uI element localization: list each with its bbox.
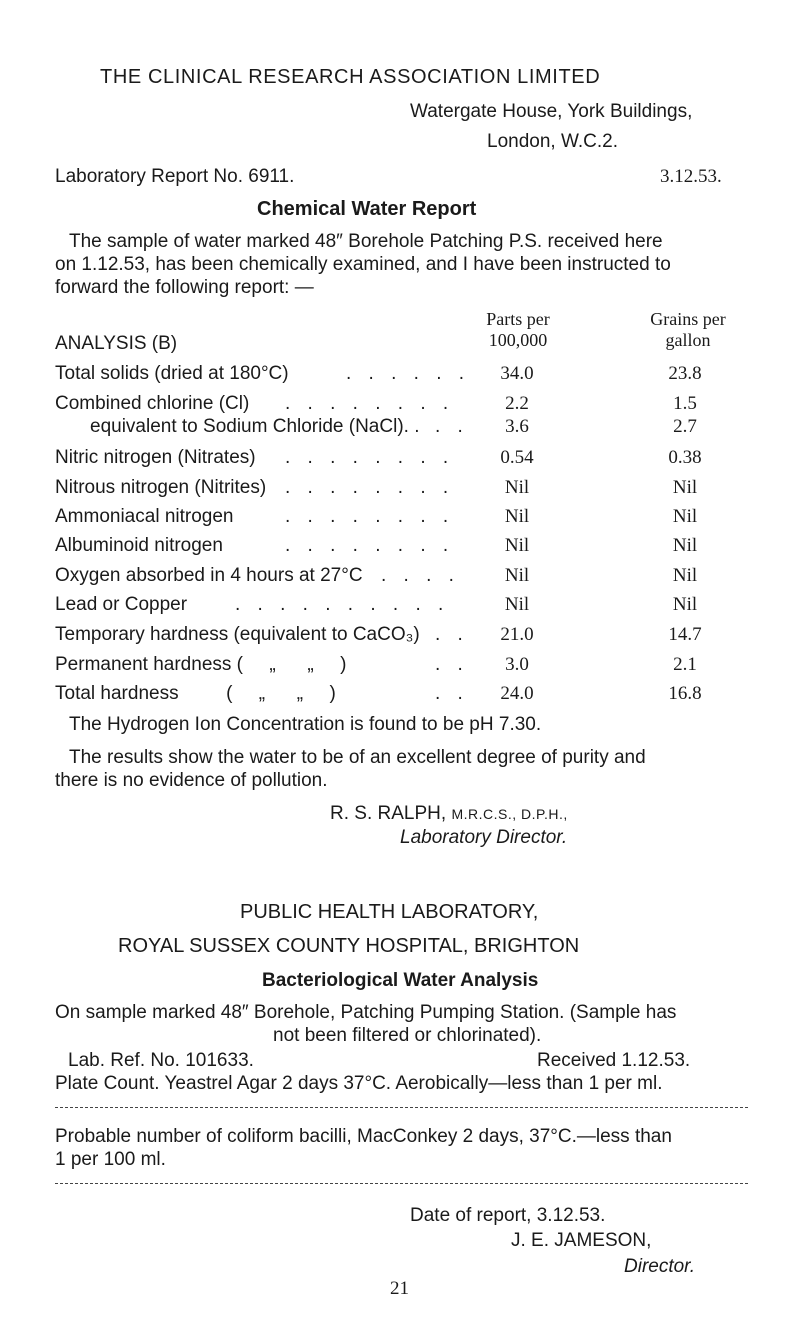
analysis-label: ANALYSIS (B)	[55, 333, 178, 354]
row-grains-value: 14.7	[668, 624, 702, 645]
row-grains-value: 2.7	[673, 416, 697, 437]
row-leader: . . . . . . . .	[285, 447, 455, 468]
row-leader: . .	[435, 683, 469, 704]
public-health-laboratory: PUBLIC HEALTH LABORATORY,	[240, 901, 539, 923]
row-label: Total solids (dried at 180°C)	[55, 363, 289, 384]
page-number: 21	[390, 1278, 409, 1299]
results-line-2: there is no evidence of pollution.	[55, 770, 328, 791]
organisation-name: THE CLINICAL RESEARCH ASSOCIATION LIMITED	[100, 66, 601, 88]
row-label: Nitrous nitrogen (Nitrites)	[55, 477, 267, 498]
row-leader: . . . . . . . .	[285, 477, 455, 498]
row-label: Oxygen absorbed in 4 hours at 27°C	[55, 565, 363, 586]
row-label: equivalent to Sodium Chloride (NaCl). .	[90, 416, 420, 437]
row-label: Combined chlorine (Cl)	[55, 393, 250, 414]
signatory-title: Laboratory Director.	[400, 827, 568, 848]
table-row	[55, 535, 755, 560]
row-grains-value: 16.8	[668, 683, 702, 704]
signatory-name: R. S. RALPH,	[330, 803, 447, 824]
row-grains-value: 0.38	[668, 447, 702, 468]
row-parts-value: 2.2	[505, 393, 529, 414]
report-date-line: Date of report, 3.12.53.	[410, 1205, 606, 1226]
table-row	[55, 363, 755, 388]
table-row	[55, 683, 755, 708]
col-header-parts-l1: Parts per	[486, 309, 550, 329]
row-parts-value: Nil	[504, 594, 530, 615]
col-header-grains-l1: Grains per	[650, 309, 726, 329]
row-parts-value: 3.6	[505, 416, 529, 437]
col-header-parts-l2: 100,000	[488, 330, 548, 350]
chemical-signatory	[330, 803, 568, 825]
row-leader: . . . . . .	[346, 363, 471, 384]
row-parts-value: 21.0	[500, 624, 534, 645]
table-row	[55, 654, 755, 679]
row-leader: . .	[435, 654, 469, 675]
row-parts-value: 34.0	[500, 363, 534, 384]
row-parts-value: 0.54	[500, 447, 534, 468]
intro-line-3: forward the following report: —	[55, 277, 314, 298]
received-date: Received 1.12.53.	[537, 1050, 691, 1071]
row-label: Ammoniacal nitrogen	[55, 506, 234, 527]
row-leader: . .	[435, 416, 469, 437]
row-grains-value: Nil	[672, 565, 698, 586]
sample-line-2: not been filtered or chlorinated).	[273, 1025, 542, 1046]
coliform-line-2: 1 per 100 ml.	[55, 1149, 166, 1170]
row-grains-value: 23.8	[668, 363, 702, 384]
divider	[55, 1183, 748, 1184]
table-row	[55, 565, 755, 590]
row-leader: . .	[435, 624, 469, 645]
row-grains-value: 1.5	[673, 393, 697, 414]
intro-line-2: on 1.12.53, has been chemically examined, and I have been instructed to	[55, 254, 671, 275]
row-parts-value: Nil	[504, 535, 530, 556]
row-label: Albuminoid nitrogen	[55, 535, 223, 556]
row-grains-value: Nil	[672, 506, 698, 527]
table-row	[55, 594, 755, 619]
row-grains-value: 2.1	[673, 654, 697, 675]
row-parts-value: 3.0	[505, 654, 529, 675]
table-row	[55, 506, 755, 531]
table-row	[55, 447, 755, 472]
col-header-grains	[628, 309, 748, 351]
results-line-1: The results show the water to be of an excellent degree of purity and	[69, 747, 646, 768]
intro-line-1: The sample of water marked 48″ Borehole Patching P.S. received here	[69, 231, 663, 252]
row-parts-value: Nil	[504, 477, 530, 498]
sample-line-1: On sample marked 48″ Borehole, Patching Pumping Station. (Sample has	[55, 1002, 677, 1023]
row-label: Permanent hardness ( „ „ )	[55, 654, 347, 675]
director-title: Director.	[624, 1256, 696, 1277]
address-line-1: Watergate House, York Buildings,	[410, 101, 693, 122]
ph-statement: The Hydrogen Ion Concentration is found to be pH 7.30.	[69, 714, 542, 735]
row-leader: . . . . . . . .	[285, 506, 455, 527]
row-grains-value: Nil	[672, 535, 698, 556]
row-leader: . . . . . . . . . .	[235, 594, 450, 615]
director-name: J. E. JAMESON,	[511, 1230, 652, 1251]
hospital-name: ROYAL SUSSEX COUNTY HOSPITAL, BRIGHTON	[118, 935, 580, 957]
row-label: Total hardness ( „ „ )	[55, 683, 336, 704]
report-number: Laboratory Report No. 6911.	[55, 166, 295, 187]
report-date: 3.12.53.	[660, 166, 722, 187]
col-header-parts	[463, 309, 573, 351]
row-leader: . . . .	[381, 565, 460, 586]
row-leader: . . . . . . . .	[285, 535, 455, 556]
row-label: Temporary hardness (equivalent to CaCO₃)	[55, 624, 420, 645]
row-parts-value: Nil	[504, 506, 530, 527]
chemical-report-title: Chemical Water Report	[257, 198, 477, 220]
table-row	[55, 416, 755, 441]
row-grains-value: Nil	[672, 594, 698, 615]
signatory-qualifications: M.R.C.S., D.P.H.,	[451, 806, 568, 822]
row-grains-value: Nil	[672, 477, 698, 498]
row-parts-value: Nil	[504, 565, 530, 586]
bacteriological-title: Bacteriological Water Analysis	[262, 970, 539, 991]
row-label: Nitric nitrogen (Nitrates)	[55, 447, 256, 468]
coliform-line-1: Probable number of coliform bacilli, MacConkey 2 days, 37°C.—less than	[55, 1126, 672, 1147]
table-row	[55, 624, 755, 649]
row-label: Lead or Copper	[55, 594, 188, 615]
table-row	[55, 393, 755, 418]
plate-count: Plate Count. Yeastrel Agar 2 days 37°C. Aerobically—less than 1 per ml.	[55, 1073, 663, 1094]
address-line-2: London, W.C.2.	[487, 131, 618, 152]
col-header-grains-l2: gallon	[665, 330, 711, 350]
table-row	[55, 477, 755, 502]
row-leader: . . . . . . . .	[285, 393, 455, 414]
divider	[55, 1107, 748, 1108]
row-parts-value: 24.0	[500, 683, 534, 704]
lab-reference: Lab. Ref. No. 101633.	[68, 1050, 254, 1071]
